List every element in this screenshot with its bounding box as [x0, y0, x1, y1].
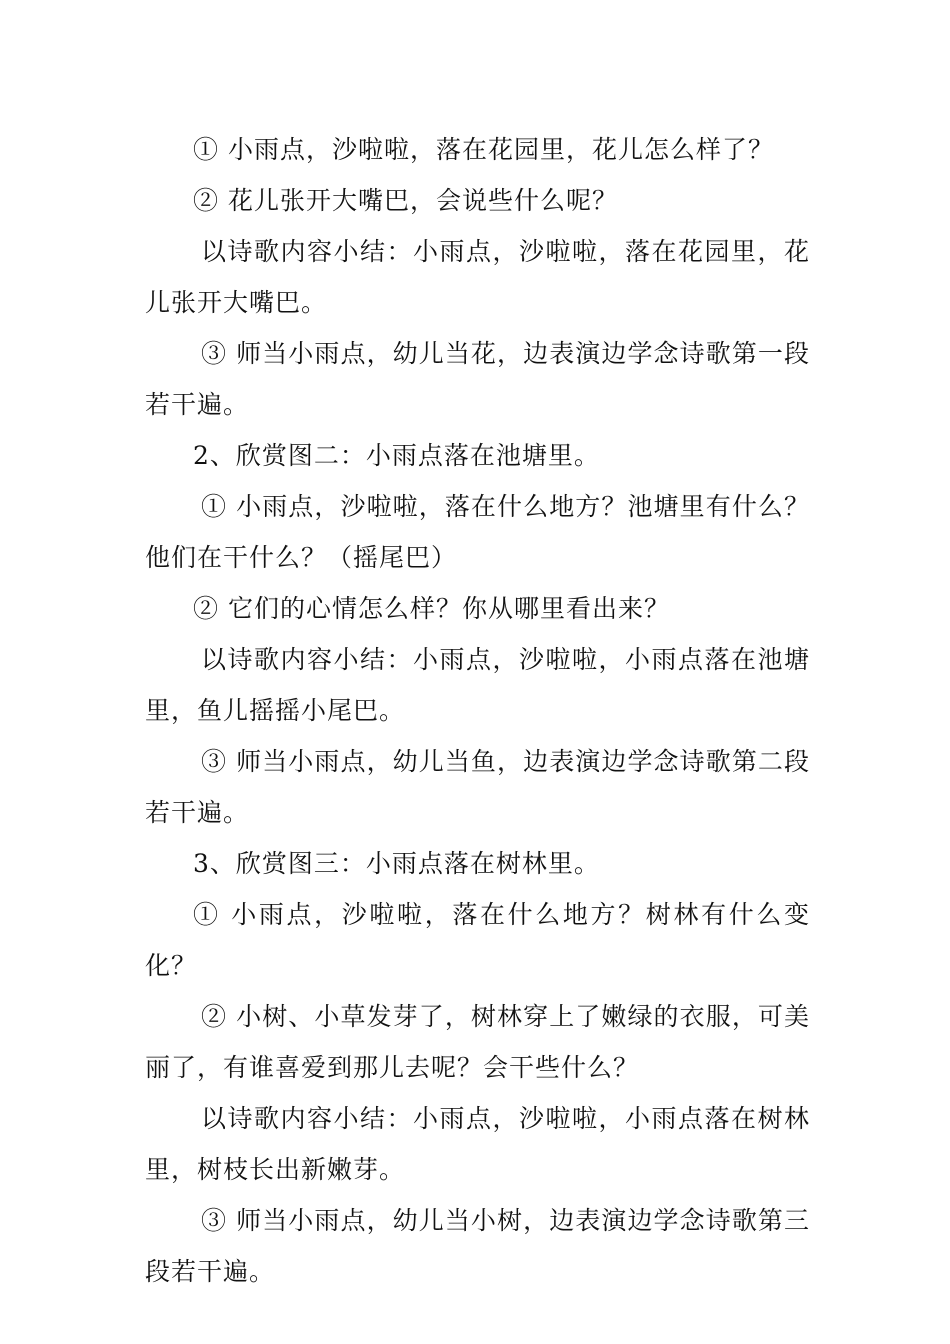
- paragraph-forest-sprouts: ② 小树、小草发芽了，树林穿上了嫩绿的衣服，可美丽了，有谁喜爱到那儿去呢？会干些什么？: [145, 1002, 810, 1082]
- paragraph-question-forest: ① 小雨点，沙啦啦，落在什么地方？树林有什么变化？: [145, 900, 810, 980]
- paragraph-summary-pond: 以诗歌内容小结：小雨点，沙啦啦，小雨点落在池塘里，鱼儿摇摇小尾巴。: [145, 645, 810, 725]
- paragraph-perform-third: ③ 师当小雨点，幼儿当小树，边表演边学念诗歌第三段若干遍。: [145, 1206, 810, 1286]
- paragraph-mood-question: ② 它们的心情怎么样？你从哪里看出来？: [193, 594, 670, 623]
- paragraph-perform-second: ③ 师当小雨点，幼儿当鱼，边表演边学念诗歌第二段若干遍。: [145, 747, 810, 827]
- paragraph-flowers-mouth: ② 花儿张开大嘴巴，会说些什么呢？: [193, 186, 618, 215]
- paragraph-summary-garden: 以诗歌内容小结：小雨点，沙啦啦，落在花园里，花儿张开大嘴巴。: [145, 237, 810, 317]
- paragraph-perform-first: ③ 师当小雨点，幼儿当花，边表演边学念诗歌第一段若干遍。: [145, 339, 810, 419]
- section-heading-picture-two: 2、欣赏图二：小雨点落在池塘里。: [193, 441, 600, 470]
- paragraph-question-pond: ① 小雨点，沙啦啦，落在什么地方？池塘里有什么？他们在干什么？（摇尾巴）: [145, 492, 810, 572]
- document-body: [145, 124, 810, 1297]
- section-heading-picture-three: 3、欣赏图三：小雨点落在树林里。: [193, 849, 600, 878]
- paragraph-question-flowers: ① 小雨点，沙啦啦，落在花园里，花儿怎么样了？: [193, 135, 774, 164]
- paragraph-summary-forest: 以诗歌内容小结：小雨点，沙啦啦，小雨点落在树林里，树枝长出新嫩芽。: [145, 1104, 810, 1184]
